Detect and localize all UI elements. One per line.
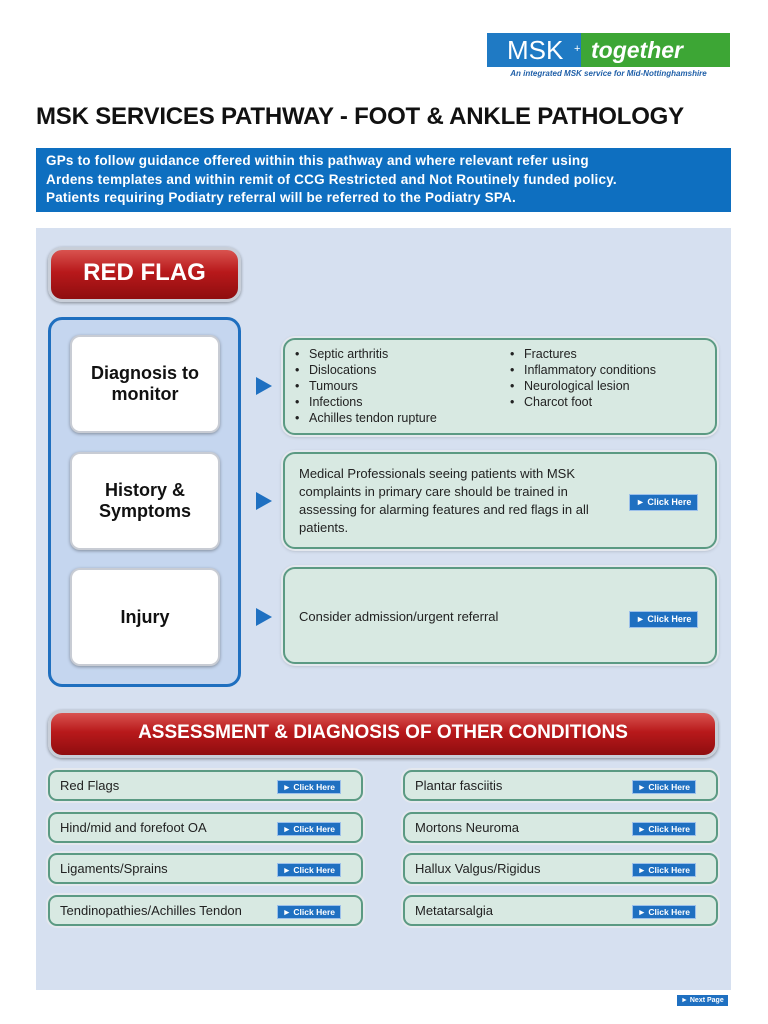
- list-item: • Fractures: [510, 346, 710, 362]
- list-item: • Septic arthritis: [295, 346, 505, 362]
- diagnosis-list-col1: [295, 346, 505, 426]
- intro-line: GPs to follow guidance offered within this pathway and where relevant refer using: [46, 153, 589, 168]
- intro-line: Ardens templates and within remit of CCG Restricted and Not Routinely funded policy.: [46, 171, 617, 187]
- condition-row-red-flags: [48, 770, 363, 801]
- click-here-button[interactable]: ► Click Here: [277, 822, 341, 836]
- page-title: MSK SERVICES PATHWAY - FOOT & ANKLE PATHOLOGY: [36, 103, 684, 130]
- logo-tagline: An integrated MSK service for Mid-Nottinghamshire: [510, 69, 707, 78]
- arrow-right-icon: [256, 377, 272, 395]
- click-here-button[interactable]: ► Click Here: [632, 863, 696, 877]
- condition-row-metatarsalgia: [403, 895, 718, 926]
- condition-label: Metatarsalgia: [415, 903, 494, 918]
- diagnosis-label-line1: Diagnosis to: [90, 363, 199, 383]
- intro-line: Patients requiring Podiatry referral will be referred to the Podiatry SPA.: [46, 190, 516, 205]
- condition-row-tendinopathies: [48, 895, 363, 926]
- intro-guidance-box: [36, 148, 731, 212]
- logo-msk-text: MSK: [487, 33, 581, 67]
- history-label-line1: History &: [104, 480, 185, 500]
- condition-row-mortons-neuroma: [403, 812, 718, 843]
- diagnosis-list-box: [283, 338, 717, 435]
- next-page-button[interactable]: ► Next Page: [677, 995, 728, 1006]
- history-label-line2: Symptoms: [98, 501, 192, 521]
- msk-together-logo: [487, 33, 730, 95]
- click-here-button[interactable]: ► Click Here: [632, 780, 696, 794]
- list-item: • Tumours: [295, 378, 505, 394]
- condition-label: Red Flags: [60, 778, 120, 793]
- condition-label: Ligaments/Sprains: [60, 861, 168, 876]
- red-flag-header: RED FLAG: [48, 247, 241, 302]
- click-here-button[interactable]: ► Click Here: [277, 780, 341, 794]
- condition-row-forefoot-oa: [48, 812, 363, 843]
- condition-row-hallux: [403, 853, 718, 884]
- arrow-right-icon: [256, 608, 272, 626]
- history-symptoms-box: [70, 452, 220, 550]
- history-text: Medical Professionals seeing patients with MSK complaints in primary care should be trained in assessing for alarming features and red flags in all patients.: [299, 466, 589, 535]
- list-item: • Inflammatory conditions: [510, 362, 710, 378]
- condition-label: Mortons Neuroma: [415, 820, 520, 835]
- injury-info-box: [283, 567, 717, 664]
- condition-label: Hind/mid and forefoot OA: [60, 820, 207, 835]
- assessment-header: ASSESSMENT & DIAGNOSIS OF OTHER CONDITIONS: [48, 710, 718, 758]
- arrow-right-icon: [256, 492, 272, 510]
- list-item: • Charcot foot: [510, 394, 710, 410]
- history-info-box: [283, 452, 717, 549]
- condition-label: Plantar fasciitis: [415, 778, 503, 793]
- diagnosis-list-col2: [510, 346, 710, 410]
- injury-label: Injury: [120, 606, 170, 627]
- condition-label: Tendinopathies/Achilles Tendon: [60, 903, 242, 918]
- logo-together-text: together: [581, 33, 730, 67]
- click-here-button[interactable]: ► Click Here: [632, 822, 696, 836]
- list-item: • Achilles tendon rupture: [295, 410, 505, 426]
- history-click-here-button[interactable]: ► Click Here: [629, 494, 698, 511]
- list-item: • Infections: [295, 394, 505, 410]
- injury-box: [70, 568, 220, 666]
- click-here-button[interactable]: ► Click Here: [277, 863, 341, 877]
- click-here-button[interactable]: ► Click Here: [277, 905, 341, 919]
- condition-row-plantar-fasciitis: [403, 770, 718, 801]
- logo-plus: +: [574, 43, 581, 55]
- condition-label: Hallux Valgus/Rigidus: [415, 861, 541, 876]
- injury-click-here-button[interactable]: ► Click Here: [629, 611, 698, 628]
- diagnosis-to-monitor-box: [70, 335, 220, 433]
- injury-text: Consider admission/urgent referral: [299, 609, 499, 624]
- condition-row-ligaments: [48, 853, 363, 884]
- click-here-button[interactable]: ► Click Here: [632, 905, 696, 919]
- list-item: • Dislocations: [295, 362, 505, 378]
- list-item: • Neurological lesion: [510, 378, 710, 394]
- diagnosis-label-line2: monitor: [111, 384, 179, 404]
